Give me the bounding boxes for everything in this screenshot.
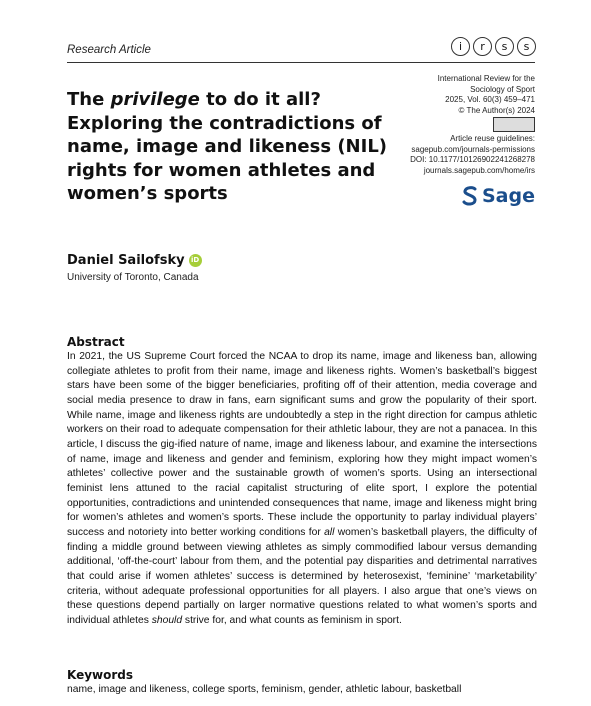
author-affiliation: University of Toronto, Canada — [67, 272, 199, 283]
header-divider — [67, 62, 535, 63]
abstract-italic-all: all — [324, 526, 335, 538]
title-italic-word: privilege — [110, 89, 200, 110]
cc-by-nc-icon[interactable] — [493, 117, 535, 132]
author-name: Daniel Sailofsky — [67, 253, 185, 268]
sage-s-icon — [462, 186, 478, 206]
orcid-icon[interactable]: iD — [189, 254, 202, 267]
sage-logo — [462, 185, 535, 207]
title-start: The — [67, 89, 111, 110]
abstract-text-3: strive for, and what counts as feminism in sport. — [182, 614, 402, 626]
abstract-heading: Abstract — [67, 335, 125, 349]
reuse-link[interactable]: sagepub.com/journals-permissions — [411, 144, 535, 154]
journal-logo — [451, 37, 536, 56]
keywords-list: name, image and likeness, college sports, feminism, gender, athletic labour, basketball — [67, 684, 462, 695]
volume-info: 2025, Vol. 60(3) 459–471 — [445, 95, 535, 104]
author-block — [67, 253, 202, 268]
sage-wordmark: Sage — [482, 185, 535, 207]
doi[interactable]: DOI: 10.1177/10126902241268278 — [410, 155, 535, 164]
journal-logo-letter: s — [495, 37, 514, 56]
copyright: © The Author(s) 2024 — [458, 105, 535, 115]
reuse-label: Article reuse guidelines: — [450, 134, 535, 143]
abstract-italic-should: should — [151, 614, 183, 626]
abstract-body — [67, 350, 537, 628]
section-label: Research Article — [67, 44, 151, 56]
journal-logo-letter: s — [517, 37, 536, 56]
article-title — [67, 88, 397, 206]
title-rest: to do it all? Exploring the contradictions of name, image and likeness (NIL) rights for women athletes and women’s sports — [67, 89, 388, 204]
journal-metadata — [385, 74, 535, 176]
abstract-text-2: women’s basketball players, the difficulty of finding a middle ground between viewing athletes as simply commodified labour versus demanding additional, ‘off-the-court’ labour from them, and the potential pay disparities and detrimental narratives that could arise if women athletes’ success is determined by heterosexist, ‘feminine’ ‘marketability’ criteria, without adequate professional opportunities for all players. I also argue that one’s views on these questions depend partially on larger normative questions related to what women’s sports and individual athletes — [67, 526, 537, 626]
keywords-heading: Keywords — [67, 668, 134, 682]
abstract-text-1: In 2021, the US Supreme Court forced the NCAA to drop its name, image and likeness ban, allowing collegiate athletes to profit from their name, image and likeness rights. Women’s basketball’s biggest stars have been some of the bigger beneficiaries, profiting off of their attention, media coverage and social media presence to draw in fans, earn significant sums and grow the popularity of their sport. While name, image and likeness rights are undoubtedly a step in the right direction for campus athletic workers on their road to adequate compensation for their athletic labour, they are not a panacea. In this article, I discuss the gig-ified nature of name, image and likeness labour, and examine the intersections of name, image and likeness and gender and feminism, exploring how they might impact women’s athletes’ collective power and the sustainable growth of women’s sports. Using an intersectional feminist lens attuned to the racial capitalist structuring of elite sport, I explore the potential opportunities, contradictions and unintended consequences that name, image and likeness might bring for women’s athletes and women’s sports. These include the opportunity to parlay individual players’ success and notoriety into better working conditions for — [67, 351, 537, 538]
journal-url[interactable]: journals.sagepub.com/home/irs — [423, 165, 535, 175]
journal-logo-letter: r — [473, 37, 492, 56]
journal-name: International Review for the — [437, 74, 535, 83]
journal-name-cont: Sociology of Sport — [470, 84, 535, 94]
journal-logo-letter: i — [451, 37, 470, 56]
